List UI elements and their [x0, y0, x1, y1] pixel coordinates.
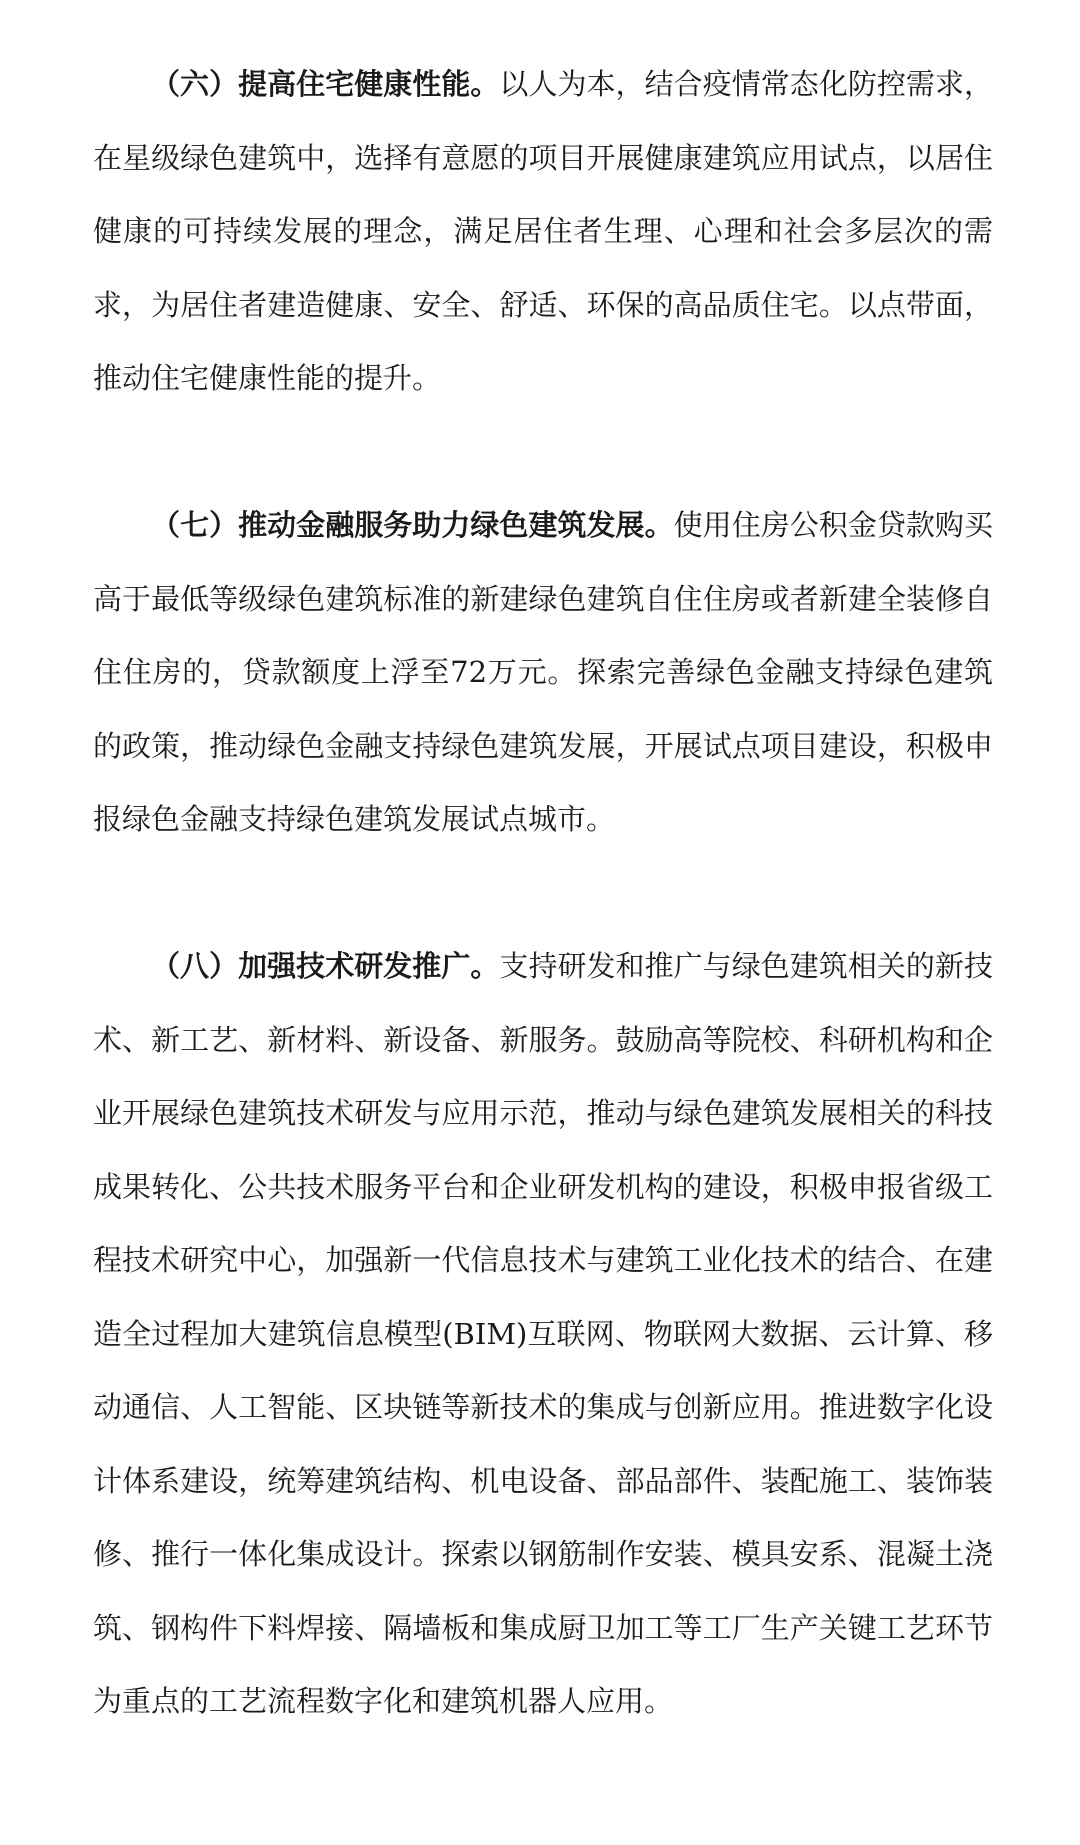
section-8-body: 支持研发和推广与绿色建筑相关的新技术、新工艺、新材料、新设备、新服务。鼓励高等院校、科研机构和企业开展绿色建筑技术研发与应用示范，推动与绿色建筑发展相关的科技成果转化、公共技术服务平台和企业研发机构的建设，积极申报省级工程技术研究中心，加强新一代信息技术与建筑工业化技术的结合、在建造全过程加大建筑信息模型(BIM)互联网、物联网大数据、云计算、移动通信、人工智能、区块链等新技术的集成与创新应用。推进数字化设计体系建设，统筹建筑结构、机电设备、部品部件、装配施工、装饰装修、推行一体化集成设计。探索以钢筋制作安装、模具安系、混凝土浇筑、钢构件下料焊接、隔墙板和集成厨卫加工等工厂生产关键工艺环节为重点的工艺流程数字化和建筑机器人应用。: [93, 949, 993, 1718]
section-8-paragraph: [93, 930, 993, 1739]
section-8-heading: （八）加强技术研发推广。: [151, 949, 500, 983]
section-6-paragraph: [93, 48, 993, 416]
section-7-body: 使用住房公积金贷款购买高于最低等级绿色建筑标准的新建绿色建筑自住住房或者新建全装修自住住房的，贷款额度上浮至72万元。探索完善绿色金融支持绿色建筑的政策，推动绿色金融支持绿色建筑发展，开展试点项目建设，积极申报绿色金融支持绿色建筑发展试点城市。: [93, 508, 993, 836]
section-7-paragraph: [93, 489, 993, 857]
document-page: [93, 48, 993, 1739]
section-7-heading: （七）推动金融服务助力绿色建筑发展。: [151, 508, 674, 542]
section-6-heading: （六）提高住宅健康性能。: [151, 67, 500, 101]
section-6-body: 以人为本，结合疫情常态化防控需求，在星级绿色建筑中，选择有意愿的项目开展健康建筑应用试点，以居住健康的可持续发展的理念，满足居住者生理、心理和社会多层次的需求，为居住者建造健康、安全、舒适、环保的高品质住宅。以点带面，推动住宅健康性能的提升。: [93, 67, 993, 395]
